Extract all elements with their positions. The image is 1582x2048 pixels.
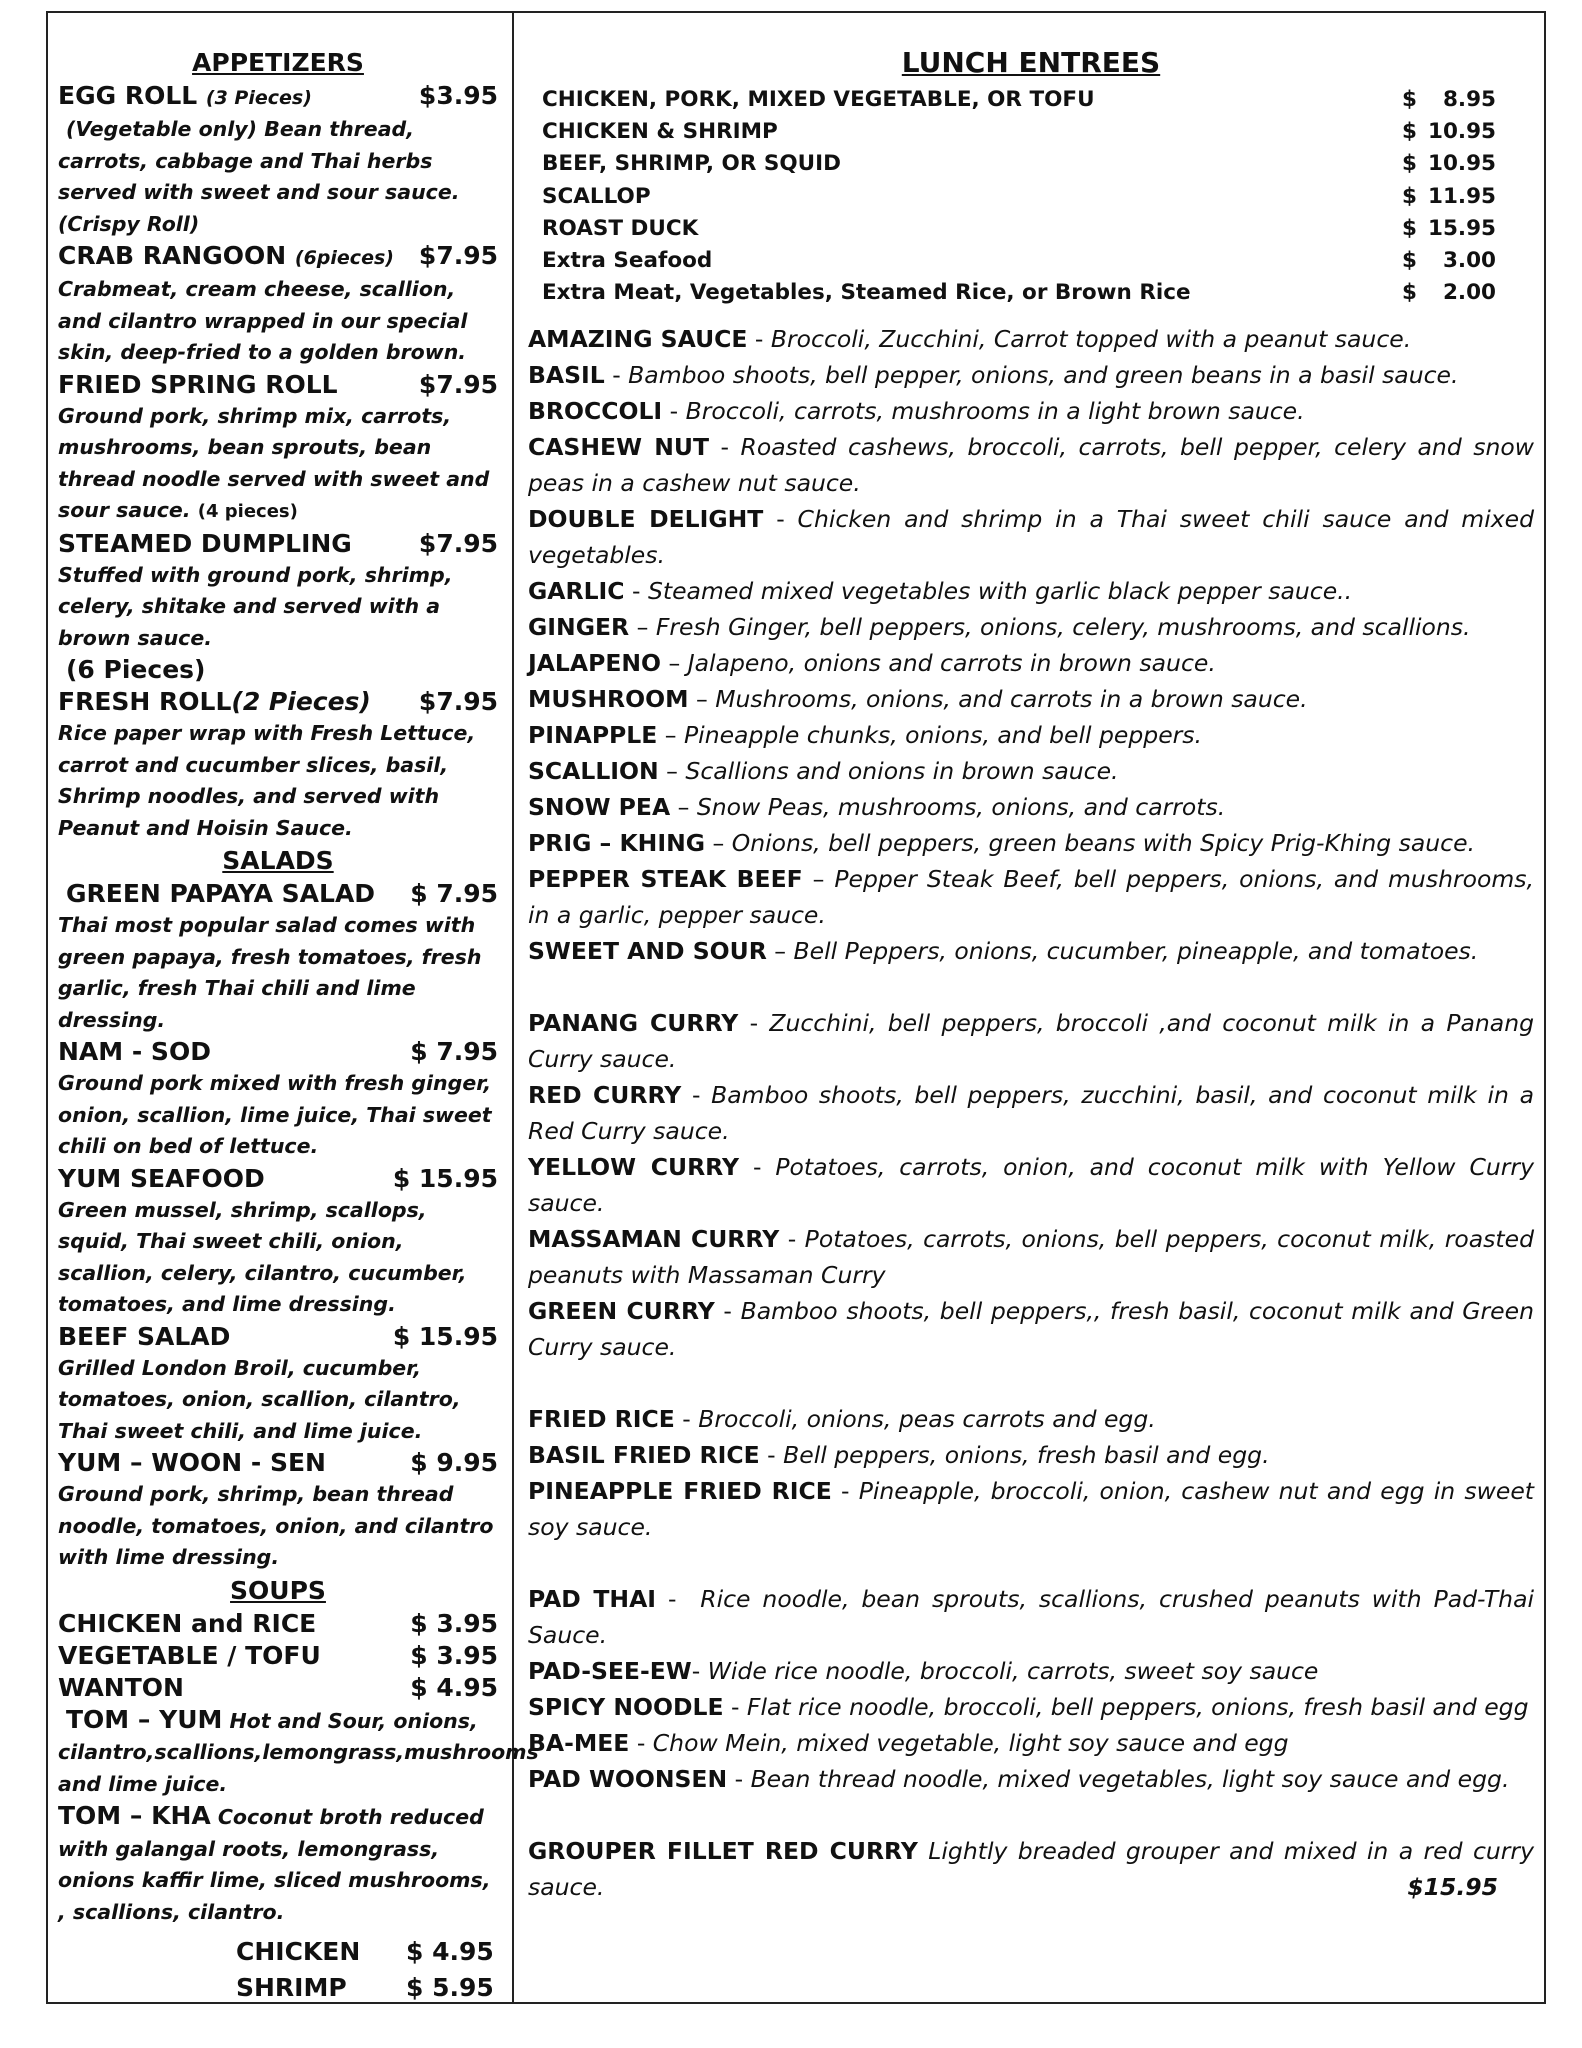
dish-desc: Snow Peas, mushrooms, onions, and carrots.: [696, 793, 1226, 822]
soups-heading: SOUPS: [230, 1575, 326, 1605]
dish-separator: -: [779, 1225, 805, 1254]
lunch-dish: [528, 573, 1534, 609]
dish-desc: Scallions and onions in brown sauce.: [685, 757, 1119, 786]
price-currency: $: [1402, 248, 1417, 274]
dish-name: BROCCOLI: [528, 397, 663, 426]
soup-vegetable-tofu: [58, 1640, 498, 1672]
lunch-dish: [528, 933, 1534, 969]
dish-desc: Jalapeno, onions and carrots in brown sauce.: [687, 649, 1216, 678]
item-price: $7.95: [418, 369, 498, 399]
soup-option-shrimp: [58, 1970, 498, 2006]
price-amount: 10.95: [1427, 119, 1496, 145]
option-label: SHRIMP: [236, 1973, 347, 2002]
item-price: $ 4.95: [410, 1672, 498, 1702]
lunch-dish: [528, 1293, 1534, 1365]
item-name: FRESH ROLL: [58, 687, 232, 716]
dish-separator: –: [661, 649, 688, 678]
lunch-dish: [528, 1077, 1534, 1149]
price-currency: $: [1402, 87, 1417, 112]
item-desc: Ground pork, shrimp, bean thread noodle, tomatoes, onion, and cilantro with lime dressing.: [58, 1482, 494, 1569]
dish-desc: Broccoli, carrots, mushrooms in a light brown sauce.: [685, 397, 1305, 426]
lunch-dish: [528, 501, 1534, 573]
price-value: [1402, 245, 1496, 277]
price-value: [1402, 148, 1496, 180]
item-desc-lead: (Vegetable only): [66, 117, 258, 141]
item-desc: Hot and Sour, onions, cilantro,scallions,lemongrass,mushrooms and lime juice.: [58, 1708, 539, 1796]
item-price: $7.95: [418, 528, 498, 558]
soup-chicken-rice: [58, 1608, 498, 1640]
dish-separator: –: [766, 937, 794, 966]
dish-desc: Pineapple, broccoli, onion, cashew nut and egg in sweet soy sauce.: [528, 1477, 1534, 1542]
dish-separator: -: [624, 577, 648, 606]
lunch-dish: [528, 717, 1534, 753]
menu-item-egg-roll: [58, 80, 498, 240]
dish-desc: Bell peppers, onions, fresh basil and egg.: [783, 1441, 1270, 1470]
item-price: $ 3.95: [410, 1640, 498, 1670]
item-price: $3.95: [418, 81, 498, 110]
dish-name: AMAZING SAUCE: [528, 325, 748, 354]
item-name: NAM - SOD: [58, 1037, 211, 1066]
lunch-dish: [528, 645, 1534, 681]
dish-desc: Broccoli, onions, peas carrots and egg.: [698, 1405, 1156, 1434]
group-spacer: [528, 1365, 1534, 1401]
item-name: GREEN PAPAYA SALAD: [66, 879, 376, 908]
lunch-dish: [528, 681, 1534, 717]
dish-name: GARLIC: [528, 577, 625, 606]
dish-name: PINEAPPLE FRIED RICE: [528, 1477, 832, 1506]
item-desc: Bean thread, carrots, cabbage and Thai herbs served with sweet and sour sauce. (Crispy Roll): [58, 117, 460, 236]
item-name: EGG ROLL: [58, 81, 198, 110]
dish-separator: -: [656, 1585, 701, 1614]
column-divider: [512, 11, 514, 2004]
lunch-price-row: [528, 277, 1534, 309]
price-amount: 11.95: [1427, 183, 1496, 209]
price-value: [1402, 213, 1496, 245]
lunch-dish: [528, 357, 1534, 393]
dish-name: PINAPPLE: [528, 721, 658, 750]
price-currency: $: [1402, 215, 1417, 241]
dish-separator: –: [670, 793, 697, 822]
dish-separator: -: [709, 433, 741, 462]
lunch-dish: [528, 753, 1534, 789]
item-desc: Ground pork, shrimp mix, carrots, mushrooms, bean sprouts, bean thread noodle served with sweet and sour sauce.: [58, 403, 490, 522]
lunch-dish: [528, 1581, 1534, 1653]
dish-desc: Bamboo shoots, bell peppers, zucchini, basil, and coconut milk in a Red Curry sauce.: [528, 1081, 1535, 1146]
lunch-price-row: [528, 84, 1534, 116]
lunch-dish: [528, 429, 1534, 501]
price-currency: $: [1402, 183, 1417, 209]
dish-name: PAD-SEE-EW: [528, 1657, 692, 1686]
item-name: CHICKEN and RICE: [58, 1608, 317, 1638]
item-name: TOM – KHA: [58, 1801, 211, 1830]
lunch-price-row: [528, 181, 1534, 213]
price-amount: 8.95: [1442, 87, 1496, 112]
item-desc-tail: (6 Pieces): [66, 655, 206, 684]
lunch-dish: [528, 789, 1534, 825]
price-label: Extra Meat, Vegetables, Steamed Rice, or Brown Rice: [542, 280, 1191, 306]
dish-name: DOUBLE DELIGHT: [528, 505, 764, 534]
menu-item-nam-sod: [58, 1036, 498, 1163]
lunch-dish-list: [528, 321, 1534, 1797]
price-currency: $: [1402, 151, 1417, 177]
dish-separator: –: [802, 865, 835, 894]
item-price: $7.95: [418, 687, 498, 716]
item-desc: Green mussel, shrimp, scallops, squid, Thai sweet chili, onion, scallion, celery, cilantro, cucumber, tomatoes, and lime dressing.: [58, 1197, 467, 1316]
dish-name: PAD WOONSEN: [528, 1765, 728, 1794]
dish-name: PRIG – KHING: [528, 829, 706, 858]
dish-desc: Broccoli, Zucchini, Carrot topped with a peanut sauce.: [770, 325, 1412, 354]
item-name: WANTON: [58, 1672, 184, 1702]
item-note: (6pieces): [294, 247, 394, 269]
soup-tom-kha: [58, 1800, 498, 1928]
dish-desc: Bell Peppers, onions, cucumber, pineapple, and tomatoes.: [793, 937, 1479, 966]
dish-name: BASIL: [528, 361, 605, 390]
dish-separator: –: [658, 757, 686, 786]
dish-name: BA-MEE: [528, 1729, 630, 1758]
dish-name: BASIL FRIED RICE: [528, 1441, 760, 1470]
lunch-price-row: [528, 148, 1534, 180]
lunch-dish: [528, 1221, 1534, 1293]
item-desc: Thai most popular salad comes with green papaya, fresh tomatoes, fresh garlic, fresh Thai chili and lime dressing.: [58, 913, 482, 1032]
menu-item-fried-spring-roll: [58, 369, 498, 528]
item-desc: Stuffed with ground pork, shrimp, celery, shitake and served with a brown sauce.: [58, 562, 453, 650]
appetizers-heading: APPETIZERS: [192, 48, 364, 77]
dish-price: $15.95: [1407, 1873, 1498, 1902]
item-price: $7.95: [418, 241, 498, 270]
dish-separator: -: [763, 505, 798, 534]
dish-separator: -: [739, 1153, 776, 1182]
price-label: CHICKEN, PORK, MIXED VEGETABLE, OR TOFU: [542, 87, 1095, 112]
dish-name: FRIED RICE: [528, 1405, 675, 1434]
lunch-price-row: [528, 245, 1534, 277]
price-amount: 15.95: [1427, 215, 1496, 241]
lunch-dish: [528, 1689, 1534, 1725]
dish-desc: Potatoes, carrots, onion, and coconut milk with Yellow Curry sauce.: [528, 1153, 1535, 1218]
dish-name: PANANG CURRY: [528, 1009, 739, 1038]
price-label: CHICKEN & SHRIMP: [542, 119, 778, 145]
option-label: CHICKEN: [236, 1937, 361, 1966]
price-label: ROAST DUCK: [542, 215, 699, 241]
price-label: BEEF, SHRIMP, OR SQUID: [542, 151, 841, 177]
dish-separator: -: [714, 1297, 741, 1326]
item-name: FRIED SPRING ROLL: [58, 369, 338, 399]
dish-name: CASHEW NUT: [528, 433, 710, 462]
dish-desc: Chicken and shrimp in a Thai sweet chili sauce and mixed vegetables.: [528, 505, 1535, 570]
soup-tom-yum: [58, 1704, 539, 1801]
dish-separator: -: [681, 1081, 712, 1110]
lunch-dish: [528, 1149, 1534, 1221]
dish-name: YELLOW CURRY: [528, 1153, 739, 1182]
lunch-entrees-heading: LUNCH ENTREES: [901, 46, 1161, 79]
left-column: [58, 46, 539, 2006]
lunch-dish: [528, 1473, 1534, 1545]
dish-desc: Wide rice noodle, broccoli, carrots, sweet soy sauce: [707, 1657, 1319, 1686]
special-grouper-fillet: [528, 1833, 1534, 1905]
dish-name: MUSHROOM: [528, 685, 689, 714]
dish-separator: –: [657, 721, 684, 750]
item-desc: Rice paper wrap with Fresh Lettuce, carrot and cucumber slices, basil, Shrimp noodles, and served with Peanut and Hoisin Sauce.: [58, 721, 476, 840]
lunch-dish: [528, 609, 1534, 645]
lunch-dish: [528, 1437, 1534, 1473]
dish-name: GREEN CURRY: [528, 1297, 715, 1326]
dish-desc: Onions, bell peppers, green beans with Spicy Prig-Khing sauce.: [731, 829, 1476, 858]
soup-wanton: [58, 1672, 498, 1704]
dish-desc: Roasted cashews, broccoli, carrots, bell pepper, celery and snow peas in a cashew nut sauce.: [528, 433, 1534, 498]
dish-separator: -: [604, 361, 629, 390]
price-amount: 3.00: [1442, 248, 1496, 274]
salads-heading: SALADS: [222, 846, 334, 875]
dish-desc: Flat rice noodle, broccoli, bell peppers, onions, fresh basil and egg: [746, 1693, 1529, 1722]
group-spacer: [528, 1545, 1534, 1581]
lunch-dish: [528, 1401, 1534, 1437]
dish-separator: -: [747, 325, 771, 354]
dish-name: SWEET AND SOUR: [528, 937, 767, 966]
item-price: $ 15.95: [392, 1321, 498, 1351]
item-name: BEEF SALAD: [58, 1321, 231, 1351]
dish-separator: –: [705, 829, 732, 858]
dish-separator: -: [674, 1405, 699, 1434]
price-value: [1402, 84, 1496, 116]
dish-separator: -: [629, 1729, 653, 1758]
price-value: [1402, 116, 1496, 148]
price-value: [1402, 277, 1496, 309]
item-desc: Coconut broth reduced with galangal roots, lemongrass, onions kaffir lime, sliced mushrooms, , scallions, cilantro.: [58, 1805, 491, 1924]
dish-name: JALAPENO: [528, 649, 662, 678]
item-desc-tail: (4 pieces): [197, 501, 298, 522]
price-amount: 2.00: [1442, 280, 1496, 306]
menu-item-green-papaya-salad: [58, 878, 498, 1036]
dish-name: GROUPER FILLET RED CURRY: [528, 1837, 918, 1866]
dish-name: PEPPER STEAK BEEF: [528, 865, 803, 894]
price-currency: $: [1402, 280, 1417, 306]
dish-desc: Steamed mixed vegetables with garlic black pepper sauce..: [647, 577, 1353, 606]
dish-separator: -: [691, 1657, 708, 1686]
dish-separator: -: [738, 1009, 770, 1038]
lunch-dish: [528, 861, 1534, 933]
dish-desc: Zucchini, bell peppers, broccoli ,and coconut milk in a Panang Curry sauce.: [528, 1009, 1535, 1074]
dish-desc: Bamboo shoots, bell peppers,, fresh basil, coconut milk and Green Curry sauce.: [528, 1297, 1534, 1362]
dish-desc: Potatoes, carrots, onions, bell peppers, coconut milk, roasted peanuts with Massaman Curry: [528, 1225, 1535, 1290]
item-name: CRAB RANGOON: [58, 241, 287, 270]
lunch-price-row: [528, 116, 1534, 148]
lunch-price-table: [528, 84, 1534, 309]
lunch-dish: [528, 1725, 1534, 1761]
dish-separator: –: [688, 685, 716, 714]
dish-separator: –: [629, 613, 656, 642]
item-name: STEAMED DUMPLING: [58, 528, 352, 558]
item-price: $ 7.95: [410, 1037, 498, 1066]
dish-desc: Pineapple chunks, onions, and bell peppers.: [684, 721, 1203, 750]
dish-desc: Lightly breaded grouper and mixed in a red curry sauce.: [528, 1837, 1534, 1902]
item-desc: Crabmeat, cream cheese, scallion, and cilantro wrapped in our special skin, deep-fried to a golden brown.: [58, 277, 468, 364]
dish-name: SPICY NOODLE: [528, 1693, 724, 1722]
lunch-dish: [528, 825, 1534, 861]
item-price: $ 9.95: [410, 1448, 498, 1477]
dish-desc: Rice noodle, bean sprouts, scallions, crushed peanuts with Pad-Thai Sauce.: [528, 1585, 1534, 1650]
item-desc: Grilled London Broil, cucumber, tomatoes, onion, scallion, cilantro, Thai sweet chili, and lime juice.: [58, 1355, 461, 1443]
right-column: [528, 46, 1534, 1905]
item-name: VEGETABLE / TOFU: [58, 1640, 321, 1670]
group-spacer: [528, 969, 1534, 1005]
menu-item-yum-woon-sen: [58, 1447, 498, 1574]
price-label: SCALLOP: [542, 183, 651, 209]
menu-item-crab-rangoon: [58, 240, 498, 369]
dish-name: MASSAMAN CURRY: [528, 1225, 780, 1254]
dish-name: GINGER: [528, 613, 630, 642]
menu-item-fresh-roll: [58, 686, 498, 844]
dish-desc: Mushrooms, onions, and carrots in a brown sauce.: [715, 685, 1308, 714]
menu-item-beef-salad: [58, 1321, 498, 1448]
lunch-dish: [528, 321, 1534, 357]
dish-separator: -: [662, 397, 686, 426]
dish-name: PAD THAI: [528, 1585, 657, 1614]
dish-desc: Bamboo shoots, bell pepper, onions, and green beans in a basil sauce.: [628, 361, 1459, 390]
menu-item-yum-seafood: [58, 1163, 498, 1321]
price-label: Extra Seafood: [542, 248, 713, 274]
dish-desc: Bean thread noodle, mixed vegetables, light soy sauce and egg.: [750, 1765, 1510, 1794]
dish-separator: -: [723, 1693, 747, 1722]
price-value: [1402, 181, 1496, 213]
dish-separator: -: [759, 1441, 784, 1470]
dish-name: SNOW PEA: [528, 793, 671, 822]
item-price: $ 3.95: [410, 1608, 498, 1638]
item-name: YUM SEAFOOD: [58, 1163, 265, 1193]
price-amount: 10.95: [1427, 151, 1496, 177]
item-note: (2 Pieces): [231, 687, 371, 716]
item-name: TOM – YUM: [66, 1704, 223, 1734]
price-currency: $: [1402, 119, 1417, 145]
menu-item-steamed-dumpling: [58, 528, 498, 687]
soup-option-chicken: [58, 1934, 498, 1970]
lunch-dish: [528, 1653, 1534, 1689]
lunch-dish: [528, 1761, 1534, 1797]
option-price: $ 4.95: [406, 1937, 494, 1966]
lunch-dish: [528, 393, 1534, 429]
item-price: $ 7.95: [410, 879, 498, 908]
dish-desc: Fresh Ginger, bell peppers, onions, celery, mushrooms, and scallions.: [655, 613, 1471, 642]
dish-separator: -: [831, 1477, 859, 1506]
dish-name: SCALLION: [528, 757, 659, 786]
lunch-price-row: [528, 213, 1534, 245]
option-price: $ 5.95: [406, 1973, 494, 2002]
dish-desc: Chow Mein, mixed vegetable, light soy sauce and egg: [652, 1729, 1289, 1758]
dish-name: RED CURRY: [528, 1081, 682, 1110]
lunch-dish: [528, 1005, 1534, 1077]
item-note: (3 Pieces): [205, 87, 312, 109]
item-price: $ 15.95: [392, 1163, 498, 1193]
item-desc: Ground pork mixed with fresh ginger, onion, scallion, lime juice, Thai sweet chili on bed of lettuce.: [58, 1071, 492, 1158]
dish-desc: Pepper Steak Beef, bell peppers, onions, and mushrooms, in a garlic, pepper sauce.: [528, 865, 1534, 930]
dish-separator: -: [727, 1765, 751, 1794]
item-name: YUM – WOON - SEN: [58, 1448, 326, 1477]
